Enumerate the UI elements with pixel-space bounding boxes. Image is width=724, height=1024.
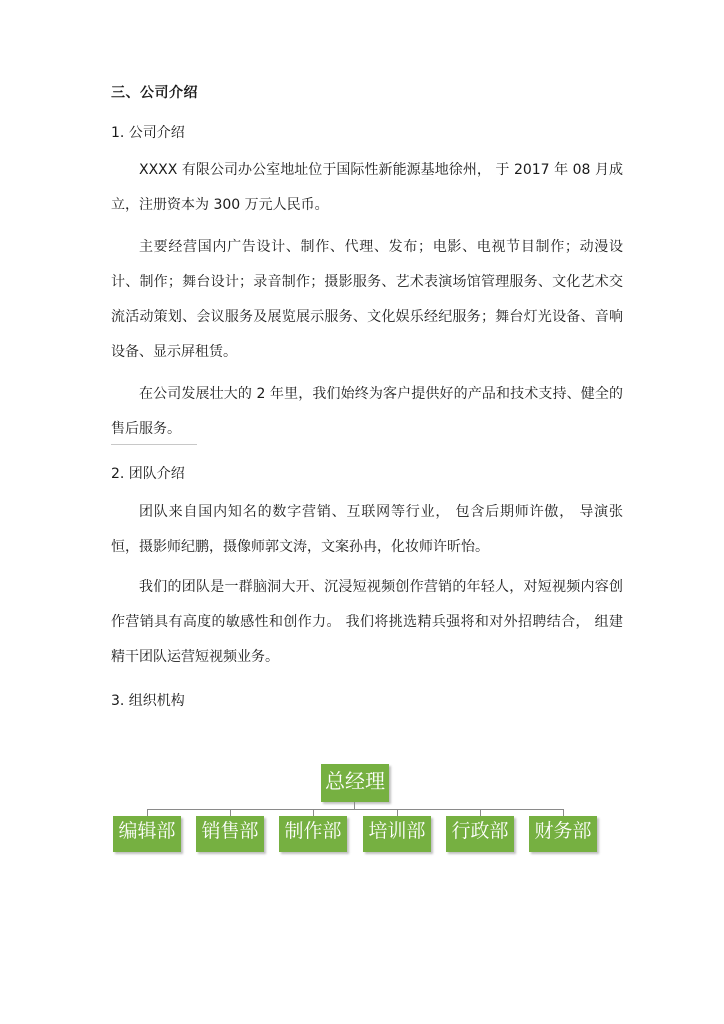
org-box-training-dept: 培训部 [363, 816, 431, 852]
section-title: 三、公司介绍 [111, 85, 198, 101]
subheading-company-intro: 1. 公司介绍 [111, 125, 185, 141]
divider-rule [111, 444, 197, 445]
paragraph-service: 在公司发展壮大的 2 年里，我们始终为客户提供好的产品和技术支持、健全的售后服务。 [111, 386, 623, 437]
org-connector-drop [480, 809, 481, 816]
subheading-team-intro: 2. 团队介绍 [111, 466, 185, 482]
subheading-organization: 3. 组织机构 [111, 693, 185, 709]
org-connector-drop [563, 809, 564, 816]
org-box-editing-dept: 编辑部 [113, 816, 181, 852]
org-box-general-manager: 总经理 [321, 764, 389, 802]
org-connector-drop [147, 809, 148, 816]
paragraph-team-members: 团队来自国内知名的数字营销、互联网等行业， 包含后期师许傲， 导演张恒，摄影师纪鹏，摄像师郭文涛，文案孙冉，化妆师许昕怡。 [111, 504, 623, 555]
org-connector-drop [313, 809, 314, 816]
paragraph-team-description: 我们的团队是一群脑洞大开、沉浸短视频创作营销的年轻人，对短视频内容创作营销具有高度的敏感性和创作力。 我们将挑选精兵强将和对外招聘结合， 组建精干团队运营短视频业务。 [111, 579, 623, 665]
paragraph-company-address: XXXX 有限公司办公室地址位于国际性新能源基地徐州， 于 2017 年 08 月成立，注册资本为 300 万元人民币。 [111, 162, 623, 213]
org-box-sales-dept: 销售部 [196, 816, 264, 852]
org-box-production-dept: 制作部 [279, 816, 347, 852]
paragraph-business-scope: 主要经营国内广告设计、制作、代理、发布；电影、电视节目制作；动漫设计、制作；舞台设计；录音制作；摄影服务、艺术表演场馆管理服务、文化艺术交流活动策划、会议服务及展览展示服务、文化娱乐经纪服务；舞台灯光设备、音响设备、显示屏租赁。 [111, 239, 623, 360]
org-connector-drop [230, 809, 231, 816]
org-box-admin-dept: 行政部 [446, 816, 514, 852]
org-box-finance-dept: 财务部 [529, 816, 597, 852]
org-connector-drop [397, 809, 398, 816]
org-connector-horizontal [147, 809, 563, 810]
